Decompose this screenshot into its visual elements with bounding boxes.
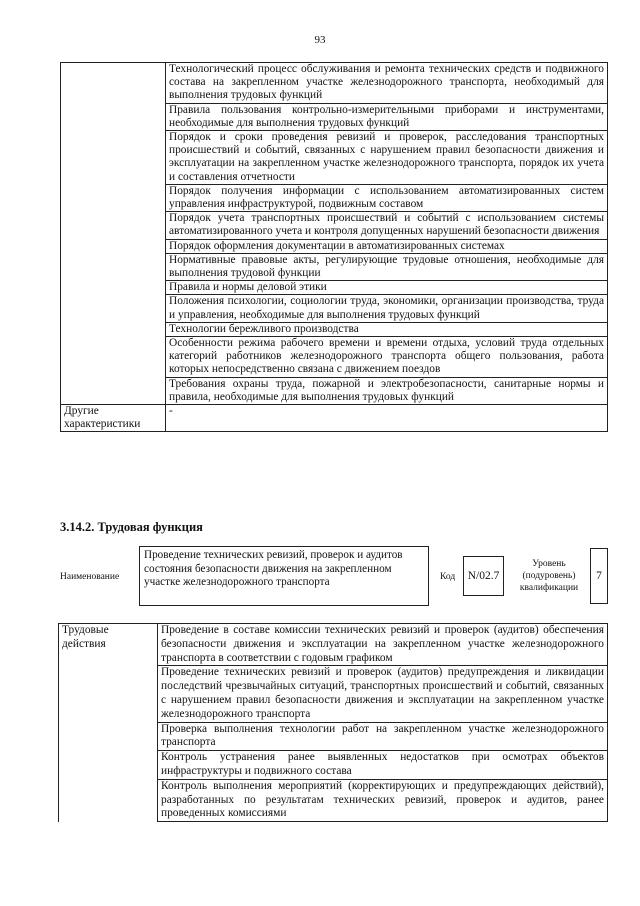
knowledge-label-cell bbox=[61, 239, 166, 253]
knowledge-row bbox=[61, 322, 608, 336]
name-label: Наименование bbox=[60, 572, 120, 582]
knowledge-row bbox=[61, 295, 608, 322]
action-item: Контроль выполнения мероприятий (корректирующих и предупреждающих действий), разработанных по результатам технических ревизий, проверок и аудитов, ранее проведенных комиссиями bbox=[158, 779, 608, 821]
knowledge-row bbox=[61, 184, 608, 211]
page-number: 93 bbox=[314, 34, 326, 46]
knowledge-label-cell bbox=[61, 337, 166, 378]
knowledge-item: Технологический процесс обслуживания и ремонта технических средств и подвижного состава на закрепленном участке железнодорожного транспорта, необходимый для выполнения трудовых функций bbox=[166, 63, 608, 104]
action-item: Контроль устранения ранее выявленных недостатков при осмотрах объектов инфраструктуры и подвижного состава bbox=[158, 751, 608, 780]
action-item: Проведение технических ревизий и проверок (аудитов) предупреждения и ликвидации последствий чрезвычайных ситуаций, транспортных происшествий и событий, связанных с нарушением правил безопасности движения и эксплуатации на закрепленном участке железнодорожного транспорта bbox=[158, 666, 608, 722]
other-characteristics-row bbox=[61, 405, 608, 432]
knowledge-row bbox=[61, 103, 608, 130]
knowledge-item: Порядок учета транспортных происшествий и событий с использованием системы автоматизированного учета и контроля допущенных нарушений безопасности движения bbox=[166, 212, 608, 239]
knowledge-table bbox=[60, 62, 608, 432]
knowledge-item: Правила и нормы деловой этики bbox=[166, 281, 608, 295]
other-characteristics-value: - bbox=[166, 405, 608, 432]
action-item: Проведение в составе комиссии технических ревизий и проверок (аудитов) обеспечения безопасности движения и эксплуатации на закрепленном участке железнодорожного транспорта в соответствии с годовым графиком bbox=[158, 624, 608, 666]
action-row bbox=[59, 624, 608, 666]
knowledge-label-cell bbox=[61, 212, 166, 239]
knowledge-item: Правила пользования контрольно-измерительными приборами и инструментами, необходимые для выполнения трудовых функций bbox=[166, 103, 608, 130]
function-name: Проведение технических ревизий, проверок и аудитов состояния безопасности движения на закрепленном участке железнодорожного транспорта bbox=[139, 546, 429, 606]
knowledge-item: Требования охраны труда, пожарной и электробезопасности, санитарные нормы и правила, необходимые для выполнения трудовых функций bbox=[166, 377, 608, 404]
knowledge-label-cell bbox=[61, 253, 166, 280]
knowledge-row bbox=[61, 63, 608, 104]
knowledge-row bbox=[61, 253, 608, 280]
knowledge-item: Особенности режима рабочего времени и времени отдыха, условий труда отдельных категорий работников железнодорожного транспорта общего пользования, работа которых непосредственно связана с движением поездов bbox=[166, 337, 608, 378]
knowledge-item: Технологии бережливого производства bbox=[166, 322, 608, 336]
knowledge-item: Нормативные правовые акты, регулирующие трудовые отношения, необходимые для выполнения трудовой функции bbox=[166, 253, 608, 280]
code-label: Код bbox=[440, 572, 456, 582]
function-header bbox=[60, 546, 610, 610]
section-heading: 3.14.2. Трудовая функция bbox=[60, 520, 203, 534]
knowledge-label-cell bbox=[61, 184, 166, 211]
knowledge-row bbox=[61, 212, 608, 239]
knowledge-row bbox=[61, 131, 608, 185]
knowledge-row bbox=[61, 377, 608, 404]
knowledge-row bbox=[61, 337, 608, 378]
actions-label: Трудовые действия bbox=[59, 624, 158, 822]
action-item: Проверка выполнения технологии работ на закрепленном участке железнодорожного транспорта bbox=[158, 722, 608, 751]
knowledge-row bbox=[61, 281, 608, 295]
knowledge-label-cell bbox=[61, 377, 166, 404]
knowledge-item: Положения психологии, социологии труда, экономики, организации производства, труда и управления, необходимые для выполнения трудовых функций bbox=[166, 295, 608, 322]
knowledge-item: Порядок и сроки проведения ревизий и проверок, расследования транспортных происшествий и событий, связанных с нарушением правил безопасности движения и эксплуатации на закрепленном участке железнодорожного транспорта, порядок их учета и составления отчетности bbox=[166, 131, 608, 185]
knowledge-item: Порядок оформления документации в автоматизированных системах bbox=[166, 239, 608, 253]
knowledge-label-cell bbox=[61, 322, 166, 336]
knowledge-label-cell bbox=[61, 295, 166, 322]
level-label: Уровень (подуровень) квалификации bbox=[519, 559, 579, 593]
knowledge-label-cell bbox=[61, 281, 166, 295]
knowledge-item: Порядок получения информации с использованием автоматизированных систем управления инфраструктурой, подвижным составом bbox=[166, 184, 608, 211]
function-code: N/02.7 bbox=[463, 556, 504, 596]
knowledge-label-cell bbox=[61, 103, 166, 130]
knowledge-row bbox=[61, 239, 608, 253]
qualification-level: 7 bbox=[590, 548, 608, 604]
actions-table bbox=[58, 623, 608, 822]
knowledge-label-cell bbox=[61, 63, 166, 104]
knowledge-label-cell bbox=[61, 131, 166, 185]
other-characteristics-label: Другие характеристики bbox=[61, 405, 166, 432]
